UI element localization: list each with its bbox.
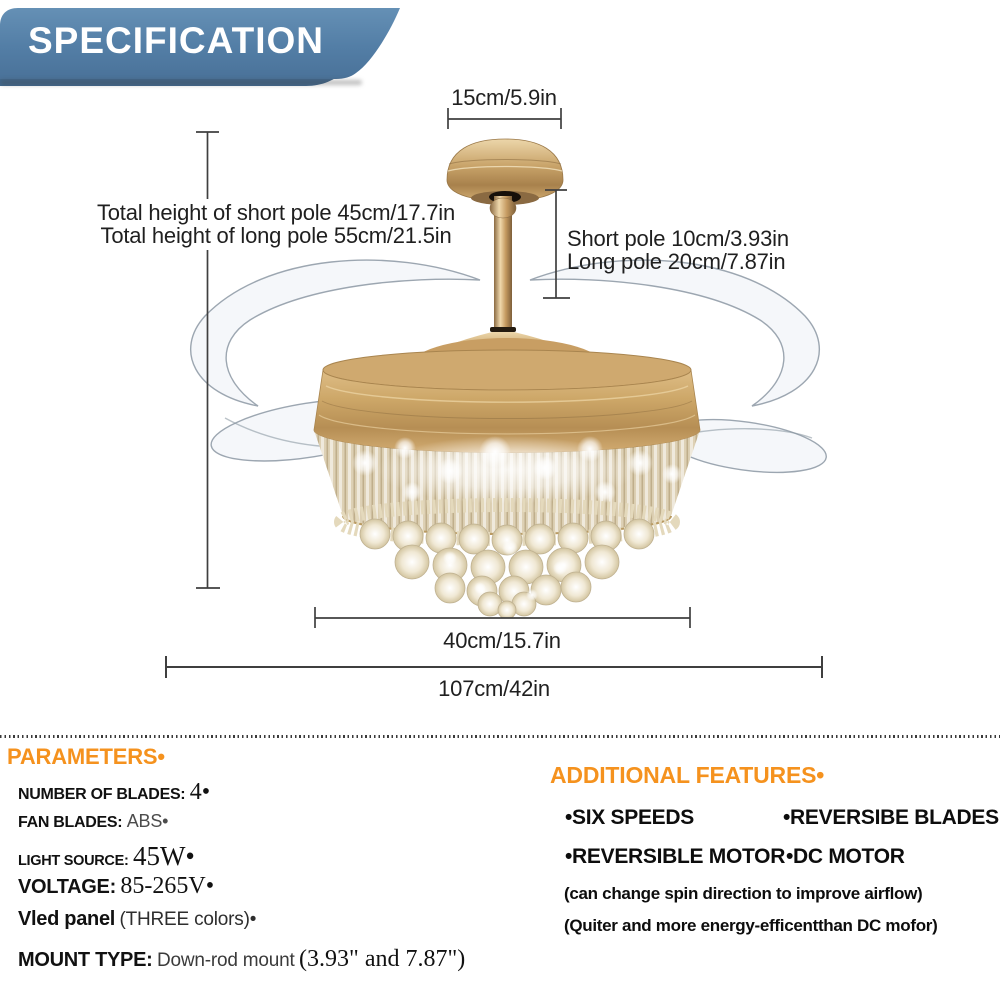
param-label: VOLTAGE: <box>18 876 116 898</box>
feature-six-speeds: •SIX SPEEDS <box>565 806 694 829</box>
param-value-2: (3.93" and 7.87") <box>299 946 466 972</box>
feature-dc-motor: •DC MOTOR <box>786 845 905 868</box>
param-row-voltage <box>18 873 214 900</box>
feature-note-airflow: (can change spin direction to improve airflow) <box>564 884 923 903</box>
crystal-cone <box>360 519 654 618</box>
param-row-mount-type <box>18 946 465 973</box>
dim-label-left <box>86 201 466 247</box>
param-label: LIGHT SOURCE: <box>18 853 129 869</box>
dim-label-left-line2: Total height of long pole 55cm/21.5in <box>100 223 452 248</box>
param-value: 45W• <box>132 841 195 871</box>
param-value: 4• <box>189 779 211 805</box>
dim-label-top: 15cm/5.9in <box>451 85 557 110</box>
dim-label-bottom-outer: 107cm/42in <box>438 676 550 701</box>
param-value: (THREE colors)• <box>119 909 257 930</box>
canopy <box>447 139 563 205</box>
param-label: Vled panel <box>18 908 116 930</box>
dim-label-left-line1: Total height of short pole 45cm/17.7in <box>96 200 456 225</box>
dotted-separator <box>0 735 1000 738</box>
parameters-heading: PARAMETERS• <box>7 744 165 769</box>
dim-label-right <box>567 227 789 273</box>
param-value: 85-265V• <box>120 873 215 899</box>
param-row-led-panel <box>18 908 256 931</box>
param-row-blades <box>18 779 210 806</box>
feature-reversible-blades: •REVERSIBE BLADES <box>783 806 999 829</box>
param-label: MOUNT TYPE: <box>18 949 153 971</box>
param-value: ABS• <box>126 811 169 831</box>
dim-label-bottom-inner: 40cm/15.7in <box>443 628 561 653</box>
param-label: FAN BLADES: <box>18 814 123 831</box>
param-row-fan-blades <box>18 811 168 832</box>
param-label: NUMBER OF BLADES: <box>18 786 186 803</box>
downrod <box>490 196 516 332</box>
dim-label-right-line2: Long pole 20cm/7.87in <box>567 249 786 274</box>
feature-reversible-motor: •REVERSIBLE MOTOR <box>565 845 786 868</box>
feature-note-quiet: (Quiter and more energy-efficentthan DC mofor) <box>564 916 938 935</box>
param-row-light-source <box>18 841 195 872</box>
banner-title: SPECIFICATION <box>28 20 324 61</box>
dim-label-right-line1: Short pole 10cm/3.93in <box>567 226 789 251</box>
param-value: Down-rod mount <box>156 950 295 971</box>
dim-line-bottom-outer <box>166 656 822 678</box>
ceiling-fan-illustration <box>150 118 850 618</box>
banner-shadow <box>0 80 362 85</box>
features-heading: ADDITIONAL FEATURES• <box>550 762 825 788</box>
